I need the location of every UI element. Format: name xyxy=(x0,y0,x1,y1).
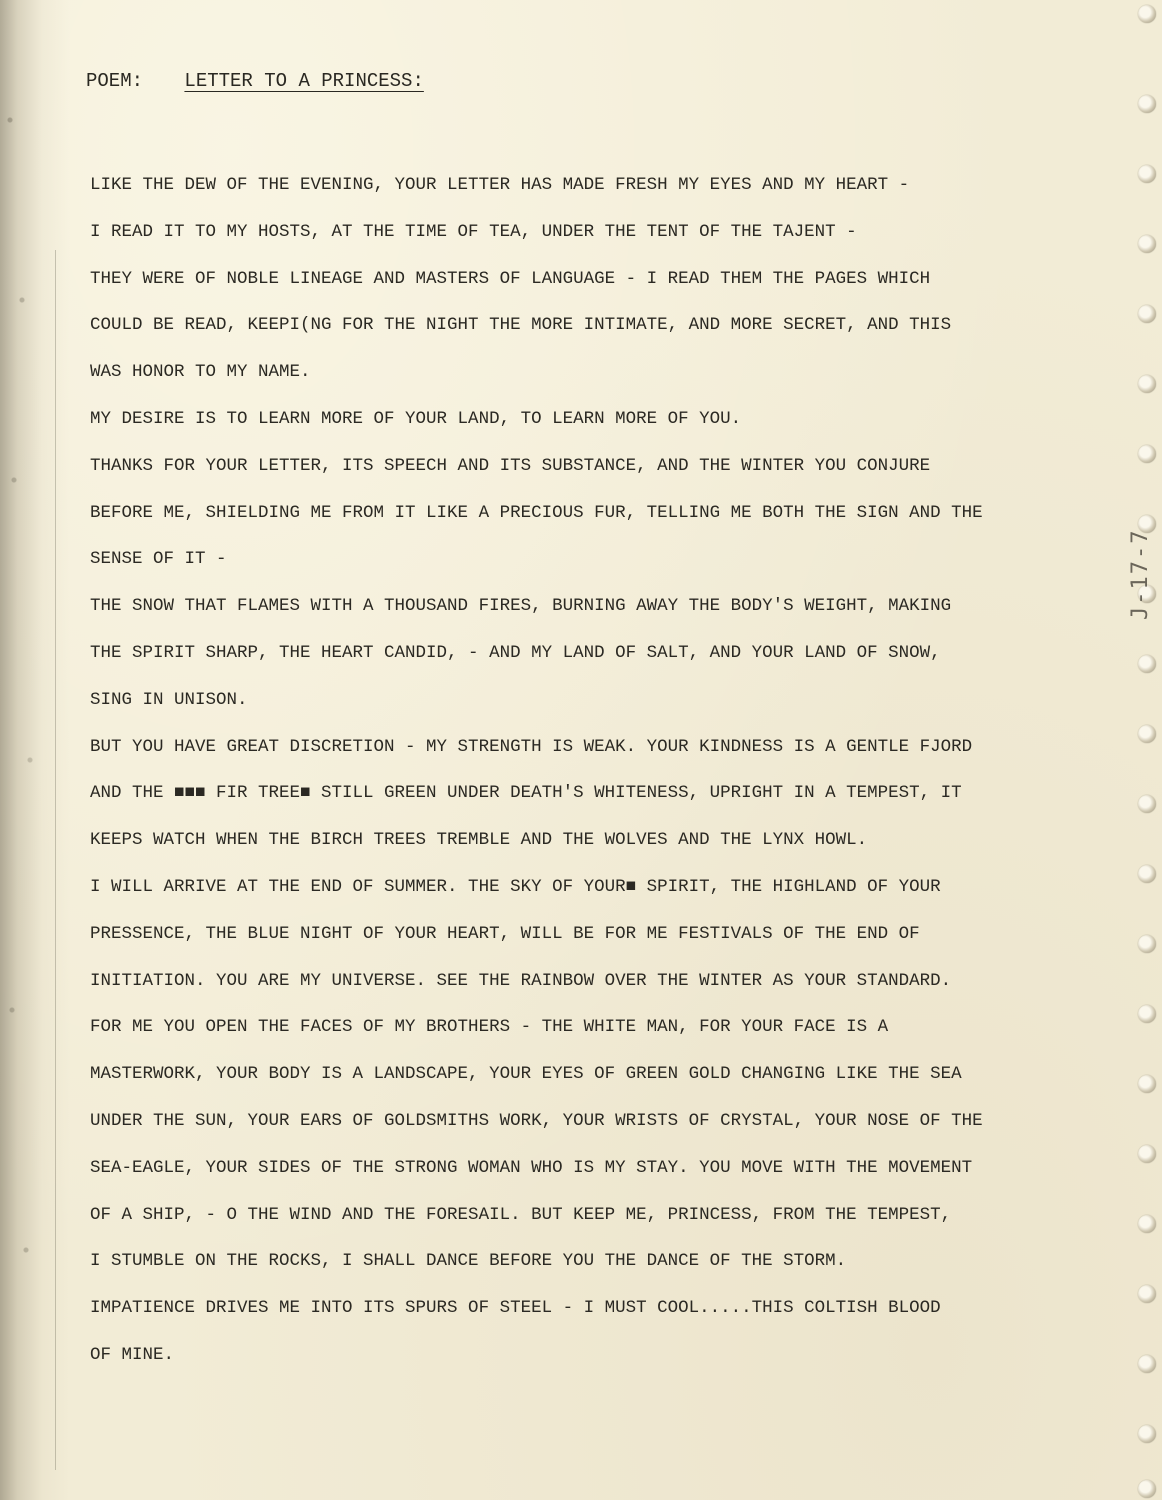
punch-hole xyxy=(1138,445,1156,463)
poem-line: LIKE THE DEW OF THE EVENING, YOUR LETTER HAS MADE FRESH MY EYES AND MY HEART - xyxy=(90,175,910,195)
poem-line: COULD BE READ, KEEPI(NG FOR THE NIGHT THE MORE INTIMATE, AND MORE SECRET, AND THIS xyxy=(90,315,952,336)
poem-line: IMPATIENCE DRIVES ME INTO ITS SPURS OF STEEL - I MUST COOL.....THIS COLTISH BLOOD xyxy=(90,1298,941,1319)
punch-hole xyxy=(1138,375,1156,393)
poem-line: THE SPIRIT SHARP, THE HEART CANDID, - AND MY LAND OF SALT, AND YOUR LAND OF SNOW, xyxy=(90,642,941,663)
punch-hole xyxy=(1138,1285,1156,1303)
poem-line: THANKS FOR YOUR LETTER, ITS SPEECH AND ITS SUBSTANCE, AND THE WINTER YOU CONJURE xyxy=(90,455,931,476)
punch-hole xyxy=(1138,795,1156,813)
poem-line: FOR ME YOU OPEN THE FACES OF MY BROTHERS - THE WHITE MAN, FOR YOUR FACE IS A xyxy=(90,1017,889,1038)
punch-hole xyxy=(1138,305,1156,323)
poem-line: UNDER THE SUN, YOUR EARS OF GOLDSMITHS WORK, YOUR WRISTS OF CRYSTAL, YOUR NOSE OF THE xyxy=(90,1110,983,1131)
poem-line: I STUMBLE ON THE ROCKS, I SHALL DANCE BEFORE YOU THE DANCE OF THE STORM. xyxy=(90,1251,847,1272)
poem-line: OF MINE. xyxy=(90,1344,175,1365)
punch-hole xyxy=(1138,235,1156,253)
binding-edge xyxy=(0,0,70,1500)
poem-line: BEFORE ME, SHIELDING ME FROM IT LIKE A PRECIOUS FUR, TELLING ME BOTH THE SIGN AND THE xyxy=(90,502,983,523)
poem-line: THEY WERE OF NOBLE LINEAGE AND MASTERS OF LANGUAGE - I READ THEM THE PAGES WHICH xyxy=(90,268,931,289)
poem-line: INITIATION. YOU ARE MY UNIVERSE. SEE THE RAINBOW OVER THE WINTER AS YOUR STANDARD. xyxy=(90,970,952,991)
header-label: POEM: xyxy=(86,70,144,92)
poem-line: SEA-EAGLE, YOUR SIDES OF THE STRONG WOMAN WHO IS MY STAY. YOU MOVE WITH THE MOVEMENT xyxy=(90,1157,973,1178)
punch-hole xyxy=(1138,95,1156,113)
punch-hole xyxy=(1138,865,1156,883)
punch-hole xyxy=(1138,935,1156,953)
poem-line: AND THE ■■■ FIR TREE■ STILL GREEN UNDER DEATH'S WHITENESS, UPRIGHT IN A TEMPEST, IT xyxy=(90,783,962,804)
punch-hole xyxy=(1138,1005,1156,1023)
poem-line: MY DESIRE IS TO LEARN MORE OF YOUR LAND, TO LEARN MORE OF YOU. xyxy=(90,408,742,429)
poem-line: I WILL ARRIVE AT THE END OF SUMMER. THE SKY OF YOUR■ SPIRIT, THE HIGHLAND OF YOUR xyxy=(90,876,941,897)
punch-hole xyxy=(1138,725,1156,743)
poem-line: THE SNOW THAT FLAMES WITH A THOUSAND FIRES, BURNING AWAY THE BODY'S WEIGHT, MAKING xyxy=(90,596,952,617)
poem-line: KEEPS WATCH WHEN THE BIRCH TREES TREMBLE AND THE WOLVES AND THE LYNX HOWL. xyxy=(90,830,868,851)
poem-line: OF A SHIP, - O THE WIND AND THE FORESAIL. BUT KEEP ME, PRINCESS, FROM THE TEMPEST, xyxy=(90,1204,952,1225)
poem-line: SING IN UNISON. xyxy=(90,689,248,710)
punch-hole xyxy=(1138,1480,1156,1498)
punch-hole xyxy=(1138,165,1156,183)
poem-body xyxy=(90,162,1100,1379)
poem-line: BUT YOU HAVE GREAT DISCRETION - MY STRENGTH IS WEAK. YOUR KINDNESS IS A GENTLE FJORD xyxy=(90,736,973,757)
poem-line: I READ IT TO MY HOSTS, AT THE TIME OF TEA, UNDER THE TENT OF THE TAJENT - xyxy=(90,221,857,242)
poem-title: LETTER TO A PRINCESS: xyxy=(184,70,424,92)
margin-rule xyxy=(55,250,56,1470)
poem-line: MASTERWORK, YOUR BODY IS A LANDSCAPE, YOUR EYES OF GREEN GOLD CHANGING LIKE THE SEA xyxy=(90,1064,962,1085)
punch-hole xyxy=(1138,655,1156,673)
punch-hole xyxy=(1138,1215,1156,1233)
poem-line: SENSE OF IT - xyxy=(90,549,227,570)
punch-hole xyxy=(1138,1355,1156,1373)
punch-hole xyxy=(1138,1075,1156,1093)
punch-hole xyxy=(1138,1145,1156,1163)
poem-line: WAS HONOR TO MY NAME. xyxy=(90,362,311,383)
margin-note: J-17-7 xyxy=(1128,528,1153,620)
poem-line: PRESSENCE, THE BLUE NIGHT OF YOUR HEART, WILL BE FOR ME FESTIVALS OF THE END OF xyxy=(90,923,920,944)
punch-hole xyxy=(1138,5,1156,23)
document-header xyxy=(86,70,424,92)
punch-hole xyxy=(1138,1425,1156,1443)
